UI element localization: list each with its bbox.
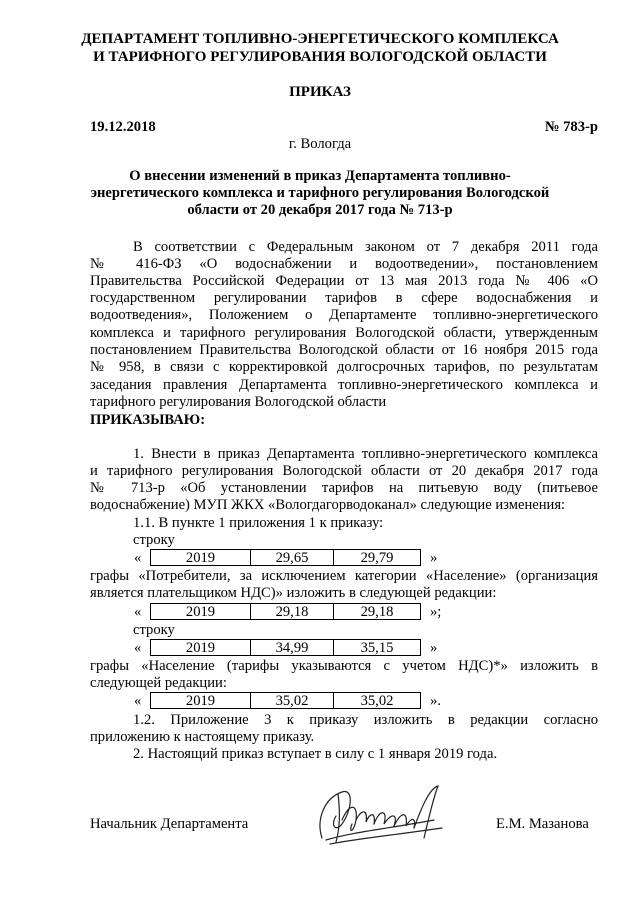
decree-word: ПРИКАЗЫВАЮ: xyxy=(90,412,206,428)
open-quote: « xyxy=(134,550,142,566)
tariff-value-1: 29,65 xyxy=(250,549,334,566)
stroku-label: строку xyxy=(133,622,175,638)
close-quote: »; xyxy=(430,604,442,620)
city: г. Вологда xyxy=(288,136,352,152)
department-name-line2: И ТАРИФНОГО РЕГУЛИРОВАНИЯ ВОЛОГОДСКОЙ ОБЛАСТИ xyxy=(93,49,547,65)
open-quote: « xyxy=(134,640,142,656)
grafy-line: следующей редакции: xyxy=(90,675,227,691)
grafy-line: является плательщиком НДС)» изложить в следующей редакции: xyxy=(90,585,497,601)
tariff-year: 2019 xyxy=(150,692,251,709)
tariff-value-2: 35,15 xyxy=(333,639,421,656)
item-2: 2. Настоящий приказ вступает в силу с 1 января 2019 года. xyxy=(133,746,498,762)
item-1-line: и тарифного регулирования Вологодской области от 20 декабря 2017 года xyxy=(90,463,598,479)
preamble-line: государственном регулировании тарифов в сфере водоснабжения и xyxy=(90,290,598,306)
tariff-value-2: 35,02 xyxy=(333,692,421,709)
tariff-value-2: 29,18 xyxy=(333,603,421,620)
tariff-year: 2019 xyxy=(150,603,251,620)
subject-line3: области от 20 декабря 2017 года № 713-р xyxy=(187,202,453,218)
grafy-line: графы «Население (тарифы указываются с учетом НДС)*» изложить в xyxy=(90,658,598,674)
preamble-line: Правительства Российской Федерации от 13 мая 2013 года № 406 «О xyxy=(90,273,598,289)
document-number: № 783-р xyxy=(544,119,598,135)
item-1-1: 1.1. В пункте 1 приложения 1 к приказу: xyxy=(133,515,384,531)
item-1-line: водоснабжение) МУП ЖКХ «Вологдагорводоканал» следующие изменения: xyxy=(90,497,566,513)
preamble-line: комплекса и тарифного регулирования Вологодской области, утвержденным xyxy=(90,325,598,341)
preamble-line: В соответствии с Федеральным законом от 7 декабря 2011 года xyxy=(133,239,598,255)
tariff-value-1: 29,18 xyxy=(250,603,334,620)
preamble-line: заседания правления Департамента топливно-энергетического комплекса и xyxy=(90,377,598,393)
tariff-value-1: 34,99 xyxy=(250,639,334,656)
signatory-position: Начальник Департамента xyxy=(90,816,249,832)
department-name-line1: ДЕПАРТАМЕНТ ТОПЛИВНО-ЭНЕРГЕТИЧЕСКОГО КОМПЛЕКСА xyxy=(81,31,559,47)
preamble-line: водоотведения», Положением о Департаменте топливно-энергетического xyxy=(90,307,598,323)
close-quote: » xyxy=(430,550,438,566)
subject-line1: О внесении изменений в приказ Департамента топливно- xyxy=(129,168,511,184)
stroku-label: строку xyxy=(133,532,175,548)
tariff-value-1: 35,02 xyxy=(250,692,334,709)
tariff-year: 2019 xyxy=(150,639,251,656)
open-quote: « xyxy=(134,693,142,709)
preamble-line: постановлением Правительства Вологодской области от 16 ноября 2015 года xyxy=(90,342,598,358)
item-1-line: 1. Внести в приказ Департамента топливно-энергетического комплекса xyxy=(133,446,598,462)
document-type: ПРИКАЗ xyxy=(289,84,351,100)
open-quote: « xyxy=(134,604,142,620)
handwritten-signature xyxy=(312,780,452,850)
item-1-2-line: 1.2. Приложение 3 к приказу изложить в редакции согласно xyxy=(133,712,598,728)
item-1-2-line: приложению к настоящему приказу. xyxy=(90,729,315,745)
preamble-line: № 958, в связи с корректировкой долгосрочных тарифов, по результатам xyxy=(90,359,598,375)
subject-line2: энергетического комплекса и тарифного регулирования Вологодской xyxy=(90,185,550,201)
close-quote: » xyxy=(430,640,438,656)
tariff-year: 2019 xyxy=(150,549,251,566)
document-date: 19.12.2018 xyxy=(90,119,156,135)
preamble-line: № 416-ФЗ «О водоснабжении и водоотведении», постановлением xyxy=(90,256,598,272)
preamble-line: тарифного регулирования Вологодской области xyxy=(90,394,387,410)
tariff-value-2: 29,79 xyxy=(333,549,421,566)
grafy-line: графы «Потребители, за исключением категории «Население» (организация xyxy=(90,568,598,584)
department-name xyxy=(0,30,640,66)
signatory-name: Е.М. Мазанова xyxy=(496,816,589,832)
document-subject xyxy=(0,168,640,219)
item-1-line: № 713-р «Об установлении тарифов на питьевую воду (питьевое xyxy=(90,480,598,496)
close-quote: ». xyxy=(430,693,441,709)
